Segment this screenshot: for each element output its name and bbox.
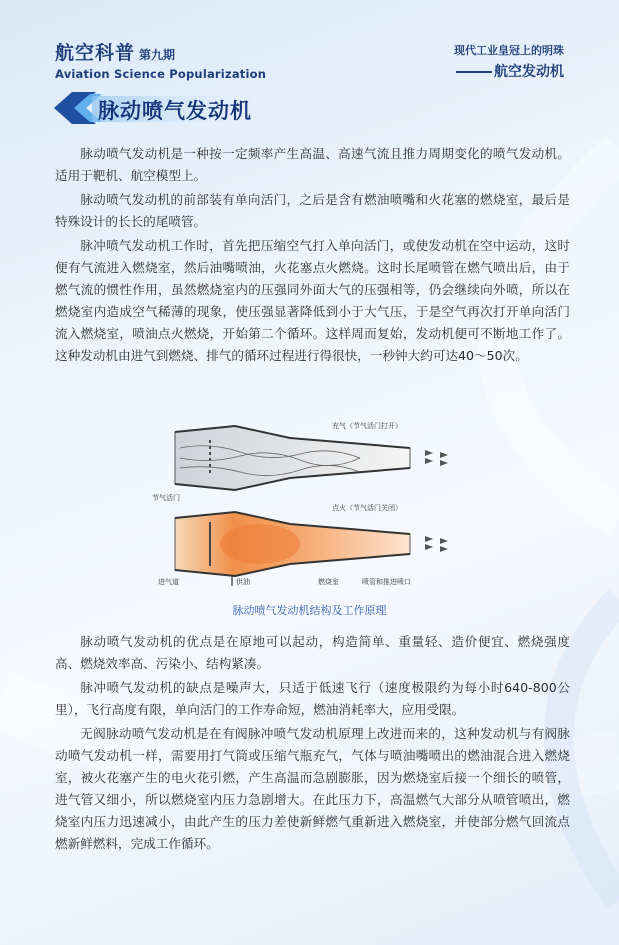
- series-tagline: 现代工业皇冠上的明珠: [454, 44, 564, 57]
- label-fuel: 供油: [236, 578, 250, 586]
- brand-english: Aviation Science Popularization: [55, 67, 267, 81]
- series-subject: 航空发动机: [494, 64, 564, 80]
- label-charge: 充气（节气活门打开）: [332, 422, 402, 430]
- header-series: [454, 42, 564, 81]
- label-ignite: 点火（节气活门关闭）: [332, 504, 402, 512]
- brand-title: 航空科普: [55, 42, 136, 64]
- paragraph: 脉冲喷气发动机的缺点是噪声大，只适于低速飞行（速度极限约为每小时640-800公里），飞行高度有限，单向活门的工作寿命短，燃油消耗率大，应用受限。: [55, 680, 570, 717]
- paragraph: 脉冲喷气发动机工作时，首先把压缩空气打入单向活门，或使发动机在空中运动，这时便有气流进入燃烧室，然后油嘴喷油，火花塞点火燃烧。这时长尾喷管在燃气喷出后，由于燃气流的惯性作用，虽然燃烧室内的压强同外面大气的压强相等，仍会继续向外喷，所以在燃烧室内造成空气稀薄的现象，使压强显著降低到小于大气压，于是空气再次打开单向活门流入燃烧室，喷油点火燃烧，开始第二个循环。这样周而复始，发动机便可不断地工作了。这种发动机由进气到燃烧、排气的循环过程进行得很快，一秒钟大约可达40～50次。: [55, 238, 570, 363]
- label-nozzle: 喷管和推进喷口: [362, 578, 411, 586]
- label-inlet: 进气道: [158, 578, 179, 586]
- section-title: 脉动喷气发动机: [98, 99, 252, 123]
- header-brand: [55, 38, 266, 81]
- dash-line: [456, 71, 492, 73]
- label-chamber: 燃烧室: [318, 578, 339, 586]
- body-bottom: [55, 631, 570, 857]
- engine-ignite-stage: [175, 512, 448, 586]
- label-valve: 节气活门: [152, 494, 180, 502]
- figure-caption: 脉动喷气发动机结构及工作原理: [232, 604, 387, 617]
- paragraph: 无阀脉动喷气发动机是在有阀脉冲喷气发动机原理上改进而来的，这种发动机与有阀脉动喷气发动机一样，需要用打气筒或压缩气瓶充气，气体与喷油嘴喷出的燃油混合进入燃烧室，被火花塞产生的电火花引燃，产生高温而急剧膨胀，因为燃烧室后接一个细长的喷管，进气管又细小，所以燃烧室内压力急剧增大。在此压力下，高温燃气大部分从喷管喷出，燃烧室内压力迅速减小，由此产生的压力差使新鲜燃气重新进入燃烧室，并使部分燃气回流点燃新鲜燃料，完成工作循环。: [55, 726, 570, 851]
- issue-number: 第九期: [139, 48, 176, 62]
- paragraph: 脉动喷气发动机的优点是在原地可以起动，构造简单、重量轻、造价便宜、燃烧强度高、燃烧效率高、污染小、结构紧凑。: [55, 634, 570, 671]
- paragraph: 脉动喷气发动机的前部装有单向活门，之后是含有燃油喷嘴和火花塞的燃烧室，最后是特殊设计的长长的尾喷管。: [55, 192, 570, 229]
- pulsejet-diagram: [150, 418, 465, 596]
- paragraph: 脉动喷气发动机是一种按一定频率产生高温、高速气流且推力周期变化的喷气发动机。适用于靶机、航空模型上。: [55, 146, 570, 183]
- engine-charge-stage: [175, 426, 448, 490]
- body-top: [55, 143, 570, 369]
